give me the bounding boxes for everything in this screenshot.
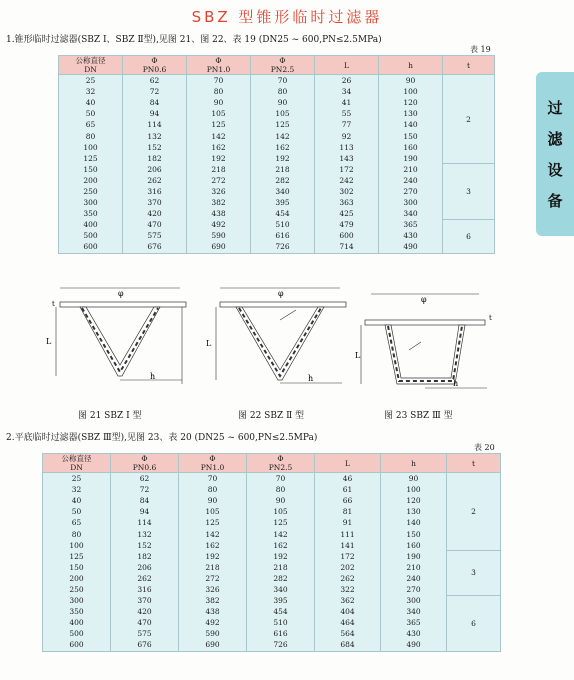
table-cell: 32 — [59, 86, 123, 97]
table-row — [59, 75, 495, 87]
table-cell: 190 — [379, 153, 443, 164]
table-cell: 130 — [379, 108, 443, 119]
table-cell: 240 — [381, 573, 447, 584]
table-cell: 464 — [315, 617, 381, 628]
table-cell: 492 — [187, 219, 251, 230]
table-cell: 270 — [379, 186, 443, 197]
fig23-caption: 图 23 SBZ Ⅲ 型 — [384, 411, 453, 421]
table-cell: 90 — [379, 75, 443, 87]
table-cell: 80 — [187, 86, 251, 97]
table-cell: 400 — [59, 219, 123, 230]
table-cell: 242 — [315, 175, 379, 186]
table-cell: 395 — [247, 595, 315, 606]
table-cell: 564 — [315, 628, 381, 639]
table-row — [43, 606, 501, 617]
table-cell: 316 — [123, 186, 187, 197]
table-cell: 65 — [59, 119, 123, 130]
table-cell: 100 — [381, 484, 447, 495]
table-row — [59, 208, 495, 219]
table-cell: 200 — [43, 573, 111, 584]
table-cell: 25 — [59, 75, 123, 87]
table-cell: 50 — [59, 108, 123, 119]
table-cell: 370 — [123, 197, 187, 208]
table-row — [59, 153, 495, 164]
table-cell: 370 — [111, 595, 179, 606]
table-cell: 114 — [111, 517, 179, 528]
table-cell: 365 — [379, 219, 443, 230]
table-cell: 105 — [247, 506, 315, 517]
table-cell: 84 — [111, 495, 179, 506]
table-cell: 55 — [315, 108, 379, 119]
fig23-phi-label: φ — [421, 295, 427, 304]
table-cell: 300 — [379, 197, 443, 208]
fig23-h-label: h — [453, 379, 459, 388]
table-20-label: 表 20 — [474, 443, 495, 452]
t-value-cell: 2 — [447, 473, 501, 551]
table-cell: 162 — [179, 540, 247, 551]
table-cell: 152 — [111, 540, 179, 551]
table-cell: 600 — [59, 241, 123, 253]
table-cell: 70 — [179, 473, 247, 485]
table-cell: 250 — [43, 584, 111, 595]
table-cell: 470 — [111, 617, 179, 628]
table-row — [43, 540, 501, 551]
table-cell: 600 — [315, 230, 379, 241]
table-cell: 150 — [43, 562, 111, 573]
table-cell: 690 — [187, 241, 251, 253]
table-cell: 262 — [123, 175, 187, 186]
table-cell: 26 — [315, 75, 379, 87]
table-cell: 676 — [123, 241, 187, 253]
table-cell: 80 — [59, 130, 123, 141]
table-cell: 404 — [315, 606, 381, 617]
table-cell: 40 — [59, 97, 123, 108]
table-cell: 182 — [111, 551, 179, 562]
fig22-phi-label: φ — [278, 289, 284, 298]
table-cell: 80 — [43, 528, 111, 539]
table-row — [43, 506, 501, 517]
table-cell: 350 — [43, 606, 111, 617]
table-cell: 272 — [187, 175, 251, 186]
table-cell: 282 — [247, 573, 315, 584]
header-dn: 公称直径 DN — [43, 454, 111, 473]
side-tab-char-1: 过 — [547, 99, 563, 117]
header-h: h — [379, 56, 443, 75]
table-cell: 100 — [59, 142, 123, 153]
table-cell: 125 — [251, 119, 315, 130]
header-pn06: Φ PN0.6 — [111, 454, 179, 473]
table-cell: 262 — [315, 573, 381, 584]
table-cell: 100 — [379, 86, 443, 97]
table-cell: 84 — [123, 97, 187, 108]
table-cell: 425 — [315, 208, 379, 219]
table-cell: 192 — [179, 551, 247, 562]
table-20 — [42, 453, 501, 652]
table-cell: 142 — [247, 528, 315, 539]
table-cell: 90 — [251, 97, 315, 108]
table-cell: 202 — [315, 562, 381, 573]
header-pn06: Φ PN0.6 — [123, 56, 187, 75]
table-cell: 65 — [43, 517, 111, 528]
table-cell: 206 — [111, 562, 179, 573]
side-tab-char-3: 设 — [547, 161, 563, 179]
table-cell: 160 — [379, 142, 443, 153]
table-cell: 218 — [187, 164, 251, 175]
table-cell: 40 — [43, 495, 111, 506]
table-cell: 62 — [123, 75, 187, 87]
table-cell: 114 — [123, 119, 187, 130]
fig22-L-label: L — [206, 339, 212, 348]
table-cell: 340 — [381, 606, 447, 617]
table-cell: 80 — [179, 484, 247, 495]
table-cell: 382 — [187, 197, 251, 208]
table-cell: 438 — [187, 208, 251, 219]
table-cell: 316 — [111, 584, 179, 595]
side-category-tab[interactable] — [536, 72, 574, 236]
table-cell: 61 — [315, 484, 381, 495]
table-cell: 100 — [43, 540, 111, 551]
fig21-caption: 图 21 SBZ Ⅰ 型 — [78, 411, 142, 421]
table-cell: 282 — [251, 175, 315, 186]
table-cell: 152 — [123, 142, 187, 153]
table-cell: 300 — [59, 197, 123, 208]
table-row — [43, 628, 501, 639]
table-cell: 125 — [187, 119, 251, 130]
table-19-label: 表 19 — [470, 45, 491, 54]
table-row — [59, 119, 495, 130]
table-cell: 66 — [315, 495, 381, 506]
table-cell: 218 — [179, 562, 247, 573]
table-cell: 500 — [59, 230, 123, 241]
table-cell: 300 — [43, 595, 111, 606]
table-cell: 300 — [381, 595, 447, 606]
table-cell: 72 — [123, 86, 187, 97]
table-cell: 218 — [251, 164, 315, 175]
table-cell: 34 — [315, 86, 379, 97]
table-cell: 143 — [315, 153, 379, 164]
header-pn10: Φ PN1.0 — [187, 56, 251, 75]
table-cell: 120 — [381, 495, 447, 506]
table-cell: 140 — [381, 517, 447, 528]
side-tab-char-2: 滤 — [547, 130, 563, 148]
table-cell: 162 — [251, 142, 315, 153]
header-pn10: Φ PN1.0 — [179, 454, 247, 473]
table-cell: 382 — [179, 595, 247, 606]
table-cell: 326 — [179, 584, 247, 595]
fig23-diagram — [355, 280, 505, 390]
table-row — [59, 164, 495, 175]
table-cell: 162 — [247, 540, 315, 551]
table-cell: 92 — [315, 130, 379, 141]
fig21-diagram — [40, 280, 200, 390]
table-cell: 90 — [187, 97, 251, 108]
table-cell: 90 — [179, 495, 247, 506]
table-cell: 362 — [315, 595, 381, 606]
fig22-caption: 图 22 SBZ Ⅱ 型 — [238, 411, 305, 421]
table-row — [59, 186, 495, 197]
table-row — [43, 551, 501, 562]
table-cell: 125 — [179, 517, 247, 528]
table-cell: 50 — [43, 506, 111, 517]
table-row — [59, 241, 495, 253]
table-cell: 420 — [123, 208, 187, 219]
table-cell: 500 — [43, 628, 111, 639]
table-cell: 140 — [379, 119, 443, 130]
table-cell: 590 — [187, 230, 251, 241]
table-cell: 350 — [59, 208, 123, 219]
table-cell: 575 — [111, 628, 179, 639]
table-cell: 454 — [251, 208, 315, 219]
table-cell: 80 — [251, 86, 315, 97]
table-cell: 575 — [123, 230, 187, 241]
table-cell: 510 — [251, 219, 315, 230]
table-cell: 172 — [315, 164, 379, 175]
table-cell: 250 — [59, 186, 123, 197]
table-cell: 479 — [315, 219, 379, 230]
table-cell: 302 — [315, 186, 379, 197]
header-dn: 公称直径 DN — [59, 56, 123, 75]
table-cell: 130 — [381, 506, 447, 517]
table-cell: 400 — [43, 617, 111, 628]
table-cell: 182 — [123, 153, 187, 164]
table-row — [43, 495, 501, 506]
fig21-L-label: L — [46, 337, 52, 346]
table-cell: 365 — [381, 617, 447, 628]
header-t: t — [443, 56, 495, 75]
table-cell: 340 — [379, 208, 443, 219]
table-cell: 600 — [43, 639, 111, 651]
table-row — [59, 130, 495, 141]
table-cell: 270 — [381, 584, 447, 595]
fig22-diagram — [200, 280, 360, 390]
table-cell: 726 — [247, 639, 315, 651]
table-cell: 113 — [315, 142, 379, 153]
table-cell: 172 — [315, 551, 381, 562]
table-cell: 510 — [247, 617, 315, 628]
table-cell: 94 — [111, 506, 179, 517]
table-cell: 162 — [187, 142, 251, 153]
table-cell: 326 — [187, 186, 251, 197]
table-cell: 616 — [247, 628, 315, 639]
table-row — [43, 639, 501, 651]
table-row — [43, 517, 501, 528]
table-cell: 430 — [379, 230, 443, 241]
table-cell: 90 — [381, 473, 447, 485]
header-pn25: Φ PN2.5 — [251, 56, 315, 75]
table-row — [43, 562, 501, 573]
table-cell: 70 — [247, 473, 315, 485]
table-cell: 200 — [59, 175, 123, 186]
table-cell: 190 — [381, 551, 447, 562]
fig21-t-label: t — [52, 300, 55, 308]
table-cell: 25 — [43, 473, 111, 485]
table-row — [43, 595, 501, 606]
table-cell: 111 — [315, 528, 381, 539]
table-cell: 340 — [247, 584, 315, 595]
header-L: L — [315, 454, 381, 473]
fig23-t-label: t — [489, 314, 492, 322]
table-cell: 340 — [251, 186, 315, 197]
table-cell: 192 — [247, 551, 315, 562]
table-cell: 160 — [381, 540, 447, 551]
table-cell: 192 — [187, 153, 251, 164]
table-row — [59, 86, 495, 97]
table-cell: 125 — [247, 517, 315, 528]
table-cell: 490 — [379, 241, 443, 253]
table-cell: 684 — [315, 639, 381, 651]
table-cell: 438 — [179, 606, 247, 617]
t-value-cell: 3 — [447, 551, 501, 595]
table-cell: 150 — [379, 130, 443, 141]
table-cell: 150 — [381, 528, 447, 539]
table-cell: 141 — [315, 540, 381, 551]
fig23-L-label: L — [355, 351, 361, 360]
table-cell: 132 — [123, 130, 187, 141]
table-cell: 206 — [123, 164, 187, 175]
table-cell: 420 — [111, 606, 179, 617]
table-cell: 142 — [187, 130, 251, 141]
table-cell: 210 — [381, 562, 447, 573]
table-cell: 492 — [179, 617, 247, 628]
table-cell: 132 — [111, 528, 179, 539]
table-cell: 142 — [251, 130, 315, 141]
table-cell: 470 — [123, 219, 187, 230]
table-cell: 430 — [381, 628, 447, 639]
table-cell: 395 — [251, 197, 315, 208]
table-cell: 105 — [187, 108, 251, 119]
table-cell: 105 — [251, 108, 315, 119]
table-cell: 490 — [381, 639, 447, 651]
header-t: t — [447, 454, 501, 473]
table-row — [59, 219, 495, 230]
table-cell: 714 — [315, 241, 379, 253]
table-cell: 72 — [111, 484, 179, 495]
table-cell: 726 — [251, 241, 315, 253]
table-cell: 150 — [59, 164, 123, 175]
t-value-cell: 2 — [443, 75, 495, 164]
table-cell: 590 — [179, 628, 247, 639]
table-row — [43, 473, 501, 485]
table-cell: 142 — [179, 528, 247, 539]
table-cell: 81 — [315, 506, 381, 517]
table-row — [43, 573, 501, 584]
table-cell: 272 — [179, 573, 247, 584]
header-h: h — [381, 454, 447, 473]
table-cell: 676 — [111, 639, 179, 651]
section-2-caption: 2.平底临时过滤器(SBZ Ⅲ型),见图 23、表 20 (DN25 ~ 600,PN≤2.5MPa) — [6, 433, 318, 443]
table-cell: 32 — [43, 484, 111, 495]
table-row — [43, 617, 501, 628]
table-row — [43, 528, 501, 539]
table-cell: 62 — [111, 473, 179, 485]
table-row — [59, 97, 495, 108]
table-row — [43, 584, 501, 595]
t-value-cell: 6 — [447, 595, 501, 651]
table-row — [59, 197, 495, 208]
table-cell: 80 — [247, 484, 315, 495]
table-cell: 46 — [315, 473, 381, 485]
table-row — [59, 230, 495, 241]
header-L: L — [315, 56, 379, 75]
table-19 — [58, 55, 495, 254]
section-1-caption: 1.锥形临时过滤器(SBZ Ⅰ、SBZ Ⅱ型),见图 21、图 22、表 19 (DN25 ~ 600,PN≤2.5MPa) — [6, 35, 382, 45]
table-row — [59, 175, 495, 186]
fig21-h-label: h — [150, 372, 156, 381]
table-row — [43, 484, 501, 495]
fig21-phi-label: φ — [118, 289, 124, 298]
table-cell: 125 — [59, 153, 123, 164]
table-cell: 240 — [379, 175, 443, 186]
table-cell: 120 — [379, 97, 443, 108]
table-cell: 70 — [187, 75, 251, 87]
table-row — [59, 142, 495, 153]
table-cell: 322 — [315, 584, 381, 595]
table-cell: 91 — [315, 517, 381, 528]
table-cell: 125 — [43, 551, 111, 562]
table-cell: 105 — [179, 506, 247, 517]
table-cell: 690 — [179, 639, 247, 651]
table-cell: 77 — [315, 119, 379, 130]
t-value-cell: 6 — [443, 219, 495, 253]
page-title: SBZ 型锥形临时过滤器 — [191, 8, 383, 26]
table-row — [59, 108, 495, 119]
table-cell: 94 — [123, 108, 187, 119]
table-cell: 41 — [315, 97, 379, 108]
table-cell: 454 — [247, 606, 315, 617]
header-pn25: Φ PN2.5 — [247, 454, 315, 473]
table-cell: 616 — [251, 230, 315, 241]
side-tab-char-4: 备 — [547, 192, 563, 210]
table-cell: 192 — [251, 153, 315, 164]
table-cell: 90 — [247, 495, 315, 506]
table-cell: 363 — [315, 197, 379, 208]
t-value-cell: 3 — [443, 164, 495, 219]
fig22-h-label: h — [308, 374, 314, 383]
table-cell: 262 — [111, 573, 179, 584]
table-cell: 210 — [379, 164, 443, 175]
table-cell: 218 — [247, 562, 315, 573]
table-cell: 70 — [251, 75, 315, 87]
